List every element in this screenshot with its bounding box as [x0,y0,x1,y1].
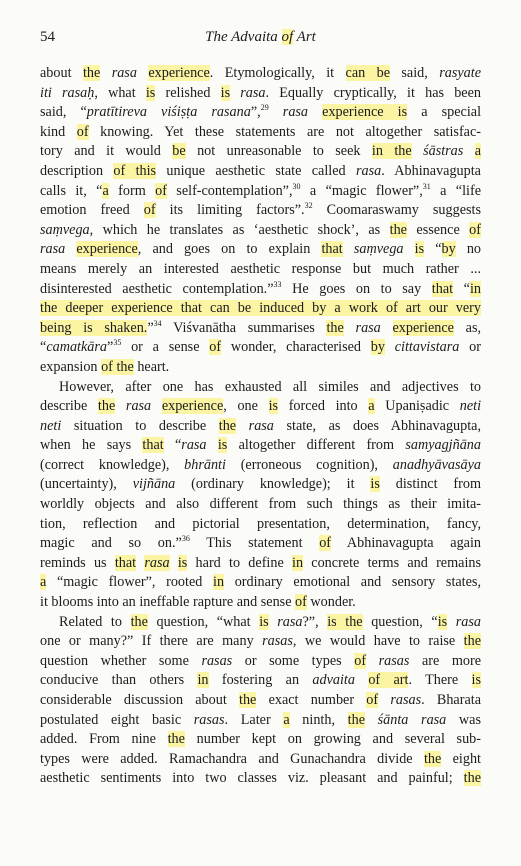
text-line: worldly objects and also different from such things as their imita- [40,496,481,513]
text-line: postulated eight basic rasas. Later a ninth, the śānta rasa was [40,711,481,728]
text-line: tory and it would be not unreasonable to seek in the śāstras a [40,143,481,160]
text-line: one or many?” If there are many rasas, we would have to raise the [40,633,481,650]
body-text [40,64,481,789]
text-line: added. From nine the number kept on growing and several sub- [40,731,481,748]
page-number: 54 [40,29,55,45]
text-line: calls it, “a form of self-contemplation”,$^{30}$ a “magic flower”,$^{31}$ a “life [40,181,481,199]
text-line: said, “pratītireva viśiṣṭa rasana”,$^{29}$ rasa experience is a special [40,103,481,121]
text-line: considerable discussion about the exact number of rasas. Bharata [40,692,481,708]
text-line: “camatkāra”$^{35}$ or a sense of wonder, characterised by cittavistara or [40,338,481,356]
running-head [0,27,521,47]
text-line: types were added. Ramachandra and Gunachandra divide the eight [40,750,481,767]
text-line: reminds us that rasa is hard to define in concrete terms and remains [40,554,481,571]
text-line: rasa experience, and goes on to explain that saṃvega is “by no [40,241,481,258]
text-line: saṃvega, which he translates as ‘aesthetic shock’, as the essence of [40,221,481,238]
text-line: emotion freed of its limiting factors”.$^{32}$ Coomaraswamy suggests [40,201,481,219]
text-line: the deeper experience that can be induced by a work of art our very [40,300,481,317]
text-line: magic and so on.”$^{36}$ This statement of Abhinavagupta again [40,534,481,552]
text-line: However, after one has exhausted all similes and adjectives to [59,378,481,395]
text-line: (uncertainty), vijñāna (ordinary knowledge); it is distinct from [40,476,481,493]
text-line: describe the rasa experience, one is forced into a Upaniṣadic neti [40,398,481,415]
text-line: question whether some rasas or some types of rasas are more [40,652,481,669]
running-title: The Advaita of Art [205,29,316,45]
text-line: (correct knowledge), bhrānti (erroneous cognition), anadhyāvasāya [40,456,481,473]
text-line: it blooms into an ineffable rapture and sense of wonder. [40,594,356,611]
text-line: kind of knowing. Yet these statements are not altogether satisfac- [40,123,481,140]
text-line: means merely an interested aesthetic response but much rather ... [40,260,481,277]
text-line: a “magic flower”, rooted in ordinary emotional and sensory states, [40,574,481,591]
text-line: Related to the question, “what is rasa?”, is the question, “is rasa [59,613,481,630]
text-line: neti situation to describe the rasa state, as does Abhinavagupta, [40,417,481,434]
text-line: iti rasaḥ, what is relished is rasa. Equally cryptically, it has been [40,84,481,101]
text-line: description of this unique aesthetic state called rasa. Abhinavagupta [40,162,481,179]
text-line: disinterested aesthetic contemplation.”$^{33}$ He goes on to say that “in [40,279,481,297]
text-line: expansion of the heart. [40,358,170,375]
text-line: being is shaken.”$^{34}$ Viśvanātha summarises the rasa experience as, [40,318,481,336]
text-line: about the rasa experience. Etymologically, it can be said, rasyate [40,65,481,81]
text-line: aesthetic sentiments into two classes viz. pleasant and painful; the [40,770,481,787]
text-line: conducive than others in fostering an advaita of art. There is [40,672,481,689]
text-line: when he says that “rasa is altogether different from samyagjñāna [40,437,481,454]
text-line: tion, reflection and pictorial presentation, determination, fancy, [40,515,481,532]
